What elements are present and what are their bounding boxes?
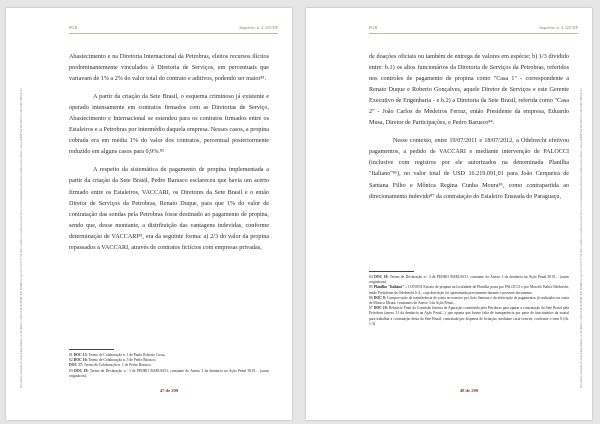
footnote: 84 DOC 18: Termo de Declaração n.º 3 de PEDRO BARUSCO, constante do Anexo 3 da denúncia na Ação Penal 5019.... (autos originários). — [369, 275, 569, 285]
footnote: 87 DOC 19: Relatório Final da Comissão Interna de Apuração constituída pela Petrobras para apurar a contratação da Sete Brasil pela Petrobras (anexo 31 da denúncia na Ação Penal...), que aponta que houve falta de transparência por parte de funcionários da estatal para trabalhar a contratação desta da Sete Brasil, contratada por dispensa de licitação, mediante carta-convite, conforme o item 8 (fls. 1-3). — [369, 306, 570, 326]
footnote: 81 DOC 15: Termo de Colaboração n. 1 de Paulo Roberto Costa. — [69, 353, 166, 357]
page-header — [69, 25, 278, 30]
header-rule — [69, 33, 278, 34]
footnote: 83 DOC 18: Termo de Declaração n.º 3 de PEDRO BARUSCO, constante do Anexo 3 da denúncia na Ação Penal 5019.... (autos originários). — [69, 368, 269, 378]
footnotes — [69, 353, 269, 379]
header-rule — [369, 33, 578, 34]
signature-margin-note: Documento assinado via Token digitalmente por RODRIGO JANOT MONTEIRO DE BARROS, em 05/12/2017 17:26. Para verificar a assinatura acesse http://www.transparencia.mpf.mp.br/validacaodocumento. Chave 60E2F7A4.2D11D9C3.C5E2A1B7.3F9A4C20 — [580, 88, 583, 388]
page-number: 48 de 209 — [459, 388, 479, 393]
header-right: Inquérito n. 4.325/DF — [239, 25, 278, 30]
body-text — [69, 52, 269, 254]
page-number: 47 de 209 — [159, 388, 179, 393]
header-right: Inquérito n. 4.325/DF — [539, 25, 578, 30]
paragraph: A respeito da sistemática de pagamento de propina implementada a partir da criação da Sete Brasil, Pedro Barusco esclareceu que havia um acerto firmado entre os Estaleiros, VACCARI, os Diretores da Sete Brasil e o então Diretor de Serviços da Petrobras, Renato Duque, para que 1% do valor de contratação das sondas pela Petrobras fosse destinado ao pagamento de propina, sendo que, desse montante, a distribuição das vantagens indevidas, conforme determinação de VACCARI⁸³, era da seguinte forma: a) 2/3 do valor da propina repassados a VACCARI, através de contratos fictícios com empresas privadas, — [69, 167, 269, 251]
header-left: PGR — [369, 25, 378, 30]
footnote: 85 Planilha "Italiano" – CONSTA Extrato de propina na localidade de Planilha posta por PALOCCI e por Marcelo Bahia Odebrecht, então Presidente da Odebrecht S.A., cuja descrição foi apresentada previamente durante o presente documento. — [369, 285, 570, 295]
paragraph: Abastecimento e na Diretoria Internacional da Petrobras, eleitos recursos ilícitos predominantemente vinculados à Diretoria de Serviços, em percentuais que variavam de 1% a 2% do valor total do contrato e aditivos, podendo ser maior⁸¹. — [69, 54, 269, 83]
paragraph: Nesse contexto, entre 19/07/2011 e 18/07/2012, a Odebrecht efetivou pagamentos, a pedido de VACCARI e mediante intervenção de PALOCCI (inclusive com registros por ele autorizados na denominada Planilha "Italiano"⁸⁵), no valor total de USD 16.219.091,01 para João Cerqueira de Santana Filho e Mônica Regina Cunha Moura⁸⁶, como contrapartida ao direcionamento indevido⁸⁷ da contratação do Estaleiro Enseada do Paraguaçu, — [369, 138, 569, 200]
footnote: 82 DOC 16: Termo de Colaboração n. 5 de Pedro Barusco. — [69, 358, 157, 363]
footnote: DOC 17: Termo de Colaboração n. 1 de Pedro Barusco. — [69, 363, 152, 368]
paragraph: A partir da criação da Sete Brasil, o esquema criminoso já existente e operado intensamente em contratos firmados com as Diretorias de Serviço, Abastecimento e Internacional se estendeu para os contratos firmados entre os Estaleiros e a Petrobras por intermédio daquela empresa. Nesses casos, a propina cobrada era em média 1% do valor dos contratos, percentual posteriormente reduzido em alguns casos para 0,9%.⁸² — [69, 94, 269, 156]
right-page — [306, 8, 592, 420]
footnote: 86 DOC 8: Comprovação de transferência de conta no exterior por João Santana e da efetivação de pagamentos já realizados na conta de Monica Moura, constantes do Anexo 3 da Ação Penal... — [369, 295, 570, 306]
page-header — [369, 25, 578, 30]
left-page — [6, 8, 292, 420]
paragraph: de doações oficiais ou também de entrega de valores em espécie; b) 1/3 dividido entre: b.1) os altos funcionários da Diretoria de Serviços da Petrobras, referidos nos controles de pagamento de propina como "Casa 1" - correspondente a Renato Duque e Roberto Gonçalves, aquele Diretor de Serviços e este Gerente Executivo de Engenharia - e b.2) a Diretoria da Sete Brasil, referida como "Casa 2" - João Carlos de Medeiros Ferraz, então Presidente da empresa, Eduardo Musa, Diretor de Participações, e Pedro Barusco⁸⁴. — [369, 54, 569, 127]
header-left: PGR — [69, 25, 78, 30]
signature-margin-note: Documento assinado via Token digitalmente por RODRIGO JANOT MONTEIRO DE BARROS, em 05/12/2017 17:26. Para verificar a assinatura acesse http://www.transparencia.mpf.mp.br/validacaodocumento. Chave 60E2F7A4.2D11D9C3.C5E2A1B7.3F9A4C20 — [20, 88, 23, 388]
body-text — [369, 52, 569, 203]
footnote-rule — [369, 271, 414, 272]
footnote-rule — [69, 349, 114, 350]
footnotes — [369, 275, 569, 327]
